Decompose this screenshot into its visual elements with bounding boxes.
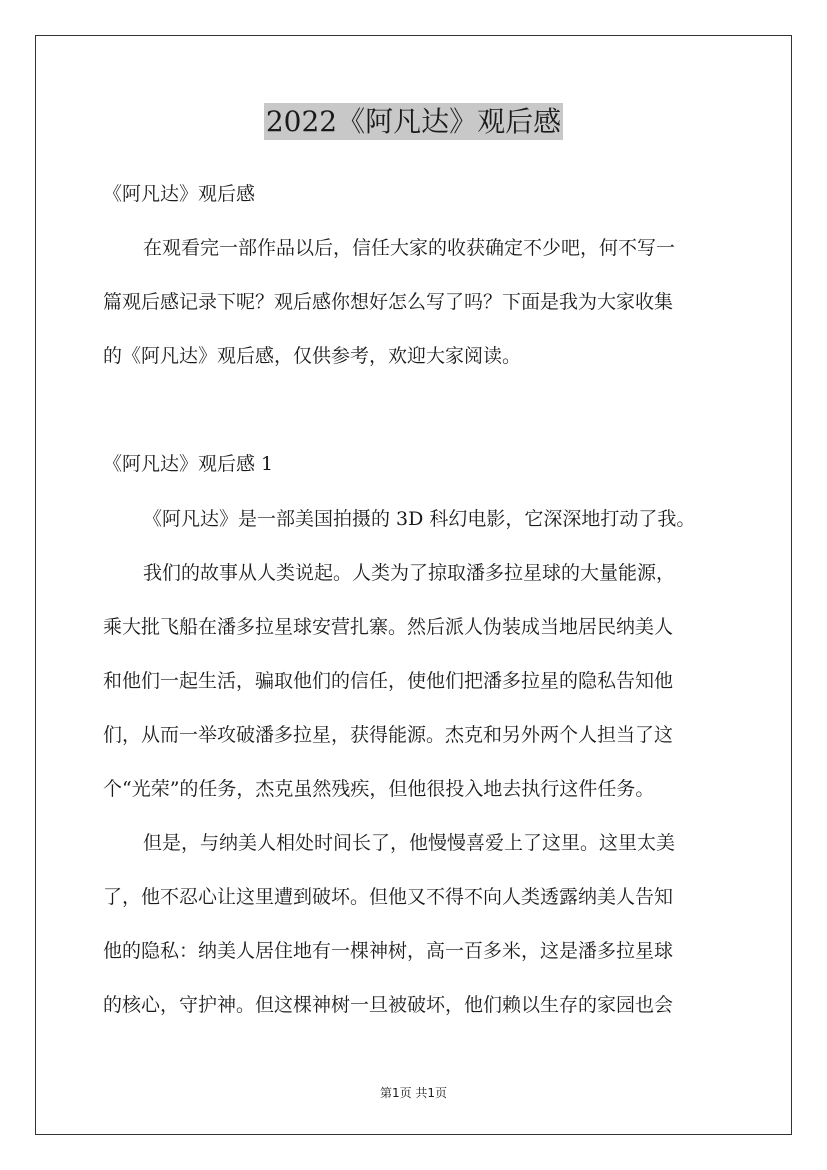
paragraph-line: 他的隐私：纳美人居住地有一棵神树，高一百多米，这是潘多拉星球 <box>103 940 674 962</box>
paragraph-line: 但是，与纳美人相处时间长了，他慢慢喜爱上了这里。这里太美 <box>143 832 676 854</box>
section-heading: 《阿凡达》观后感 <box>103 183 256 205</box>
section-heading: 《阿凡达》观后感 1 <box>103 453 274 475</box>
paragraph-line: 篇观后感记录下呢？观后感你想好怎么写了吗？下面是我为大家收集 <box>103 291 674 313</box>
paragraph-line: 的《阿凡达》观后感，仅供参考，欢迎大家阅读。 <box>103 345 522 367</box>
paragraph-line: 个“光荣”的任务，杰克虽然残疾，但他很投入地去执行这件任务。 <box>103 778 655 800</box>
paragraph-line: 乘大批飞船在潘多拉星球安营扎寨。然后派人伪装成当地居民纳美人 <box>103 616 674 638</box>
paragraph-line: 和他们一起生活，骗取他们的信任，使他们把潘多拉星的隐私告知他 <box>103 670 674 692</box>
document-title: 2022《阿凡达》观后感 <box>265 105 562 138</box>
paragraph-line: 《阿凡达》是一部美国拍摄的 3D 科幻电影，它深深地打动了我。 <box>143 508 696 530</box>
paragraph-line: 了，他不忍心让这里遭到破坏。但他又不得不向人类透露纳美人告知 <box>103 886 674 908</box>
paragraph-line: 在观看完一部作品以后，信任大家的收获确定不少吧，何不写一 <box>143 237 676 259</box>
paragraph-line: 的核心，守护神。但这棵神树一旦被破坏，他们赖以生存的家园也会 <box>103 994 674 1016</box>
document-title-wrap <box>0 100 827 144</box>
paragraph-line: 们，从而一举攻破潘多拉星，获得能源。杰克和另外两个人担当了这 <box>103 724 674 746</box>
page-footer: 第1页 共1页 <box>379 1086 448 1100</box>
paragraph-line: 我们的故事从人类说起。人类为了掠取潘多拉星球的大量能源， <box>143 562 676 584</box>
